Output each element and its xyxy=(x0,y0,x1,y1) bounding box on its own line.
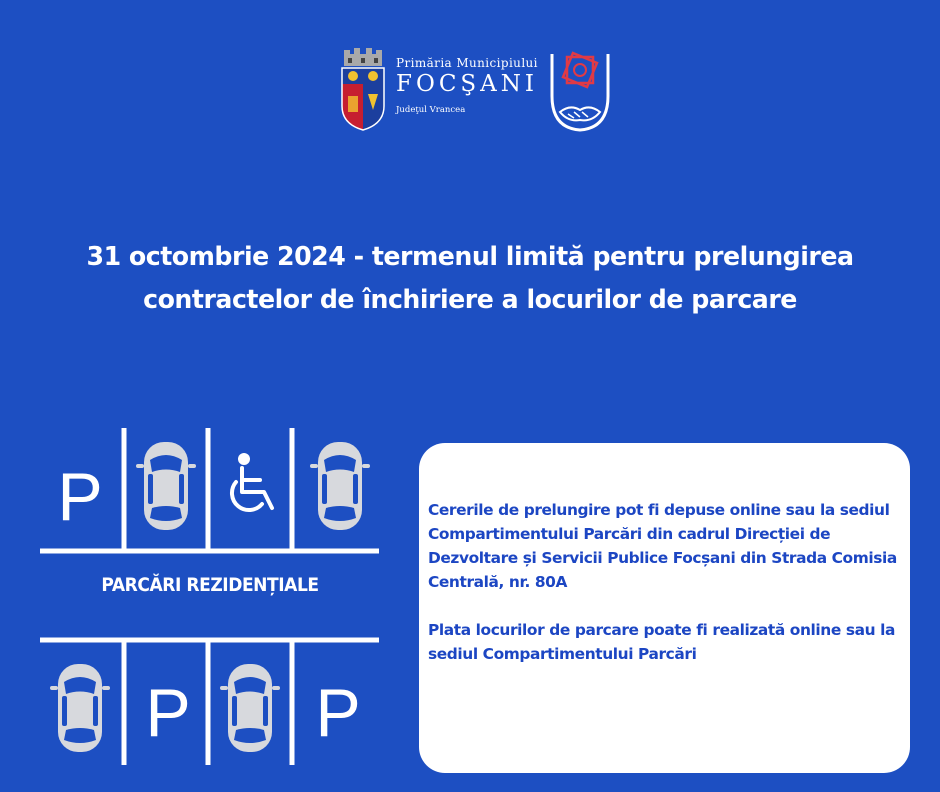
car-icon-top-1 xyxy=(136,442,196,530)
parking-illustration xyxy=(0,420,400,788)
headline xyxy=(34,236,907,322)
car-icon-bottom-2 xyxy=(220,664,280,752)
info-card xyxy=(419,443,910,773)
car-icon-top-2 xyxy=(310,442,370,530)
info-paragraph-payment: Plata locurilor de parcare poate fi realizată online sau la sediul Compartimentului Parcări xyxy=(428,621,895,663)
wheelchair-icon xyxy=(232,453,272,510)
parking-lot-graphic xyxy=(0,420,400,788)
car-icon-bottom-1 xyxy=(50,664,110,752)
focsani-coat-of-arms-icon xyxy=(338,48,388,136)
municipality-name xyxy=(396,56,538,115)
info-paragraph-submission: Cererile de prelungire pot fi depuse online sau la sediul Compartimentului Parcări din cadrul Direcției de Dezvoltare și Servicii Publice Focșani din Strada Comisia Centrală, nr. 80A xyxy=(428,501,897,591)
parking-p-icon-bottom-1: P xyxy=(145,675,191,751)
residential-parking-label: PARCĂRI REZIDENȚIALE xyxy=(101,574,319,596)
logo-line-judet: Judeţul Vrancea xyxy=(396,105,466,115)
headline-line-2: contractelor de închiriere a locurilor de parcare xyxy=(143,285,797,315)
parking-p-icon-bottom-2: P xyxy=(315,675,361,751)
headline-line-1: 31 octombrie 2024 - termenul limită pentru prelungirea xyxy=(86,242,854,272)
municipality-logo xyxy=(338,44,628,140)
info-text xyxy=(428,498,898,690)
parking-p-icon-top: P xyxy=(57,459,103,535)
logo-line-primaria: Primăria Municipiului xyxy=(396,56,538,70)
logo-line-focsani: FOCŞANI xyxy=(396,71,538,97)
handshake-emblem-icon xyxy=(544,48,616,142)
